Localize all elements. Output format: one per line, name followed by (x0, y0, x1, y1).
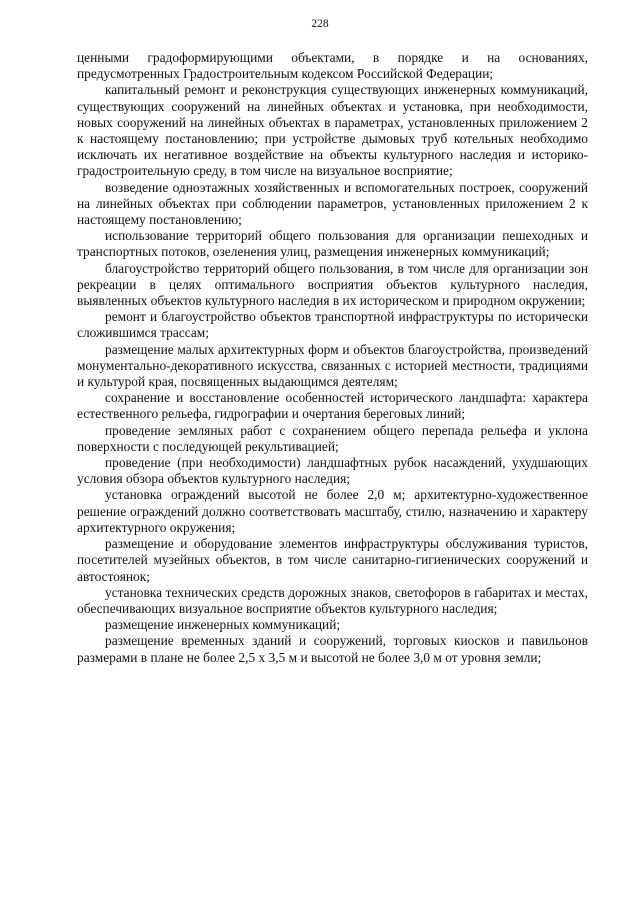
paragraph: капитальный ремонт и реконструкция существующих инженерных коммуникаций, существующих сооружений на линейных объектах и установка, при необходимости, новых сооружений на линейных объектах в параметрах, установленных приложением 2 к настоящему постановлению; при устройстве дымовых труб котельных необходимо исключать их негативное воздействие на объекты культурного наследия и историко-градостроительную среду, в том числе на визуальное восприятие; (77, 82, 588, 179)
paragraph: возведение одноэтажных хозяйственных и вспомогательных построек, сооружений на линейных объектах при соблюдении параметров, установленных приложением 2 к настоящему постановлению; (77, 179, 588, 228)
paragraph: проведение земляных работ с сохранением общего перепада рельефа и уклона поверхности с последующей рекультивацией; (77, 422, 588, 454)
paragraph: установка технических средств дорожных знаков, светофоров в габаритах и местах, обеспечивающих визуальное восприятие объектов культурного наследия; (77, 584, 588, 616)
paragraph: размещение временных зданий и сооружений, торговых киосков и павильонов размерами в плане не более 2,5 х 3,5 м и высотой не более 3,0 м от уровня земли; (77, 633, 588, 665)
paragraph: использование территорий общего пользования для организации пешеходных и транспортных потоков, озеленения улиц, размещения инженерных коммуникаций; (77, 228, 588, 260)
document-body (77, 50, 588, 666)
paragraph: размещение малых архитектурных форм и объектов благоустройства, произведений монументально-декоративного искусства, связанных с историей местности, традициями и культурой края, посвященных выдающимся деятелям; (77, 341, 588, 390)
paragraph: проведение (при необходимости) ландшафтных рубок насаждений, ухудшающих условия обзора объектов культурного наследия; (77, 455, 588, 487)
page-number: 228 (311, 18, 329, 30)
paragraph: размещение инженерных коммуникаций; (105, 617, 341, 633)
paragraph: размещение и оборудование элементов инфраструктуры обслуживания туристов, посетителей музейных объектов, в том числе санитарно-гигиенических сооружений и автостоянок; (77, 536, 588, 584)
paragraph: благоустройство территорий общего пользования, в том числе для организации зон рекреации в целях оптимального восприятия объектов культурного наследия, выявленных объектов культурного наследия в их историческом и природном окружении; (77, 260, 588, 309)
paragraph: ремонт и благоустройство объектов транспортной инфраструктуры по исторически сложившимся трассам; (77, 309, 588, 341)
paragraph: ценными градоформирующими объектами, в порядке и на основаниях, предусмотренных Градостроительным кодексом Российской Федерации; (77, 50, 588, 82)
paragraph: сохранение и восстановление особенностей исторического ландшафта: характера естественного рельефа, гидрографии и очертания береговых линий; (77, 390, 588, 422)
paragraph: установка ограждений высотой не более 2,0 м; архитектурно-художественное решение ограждений должно соответствовать масштабу, стилю, назначению и характеру архитектурного окружения; (77, 487, 588, 535)
